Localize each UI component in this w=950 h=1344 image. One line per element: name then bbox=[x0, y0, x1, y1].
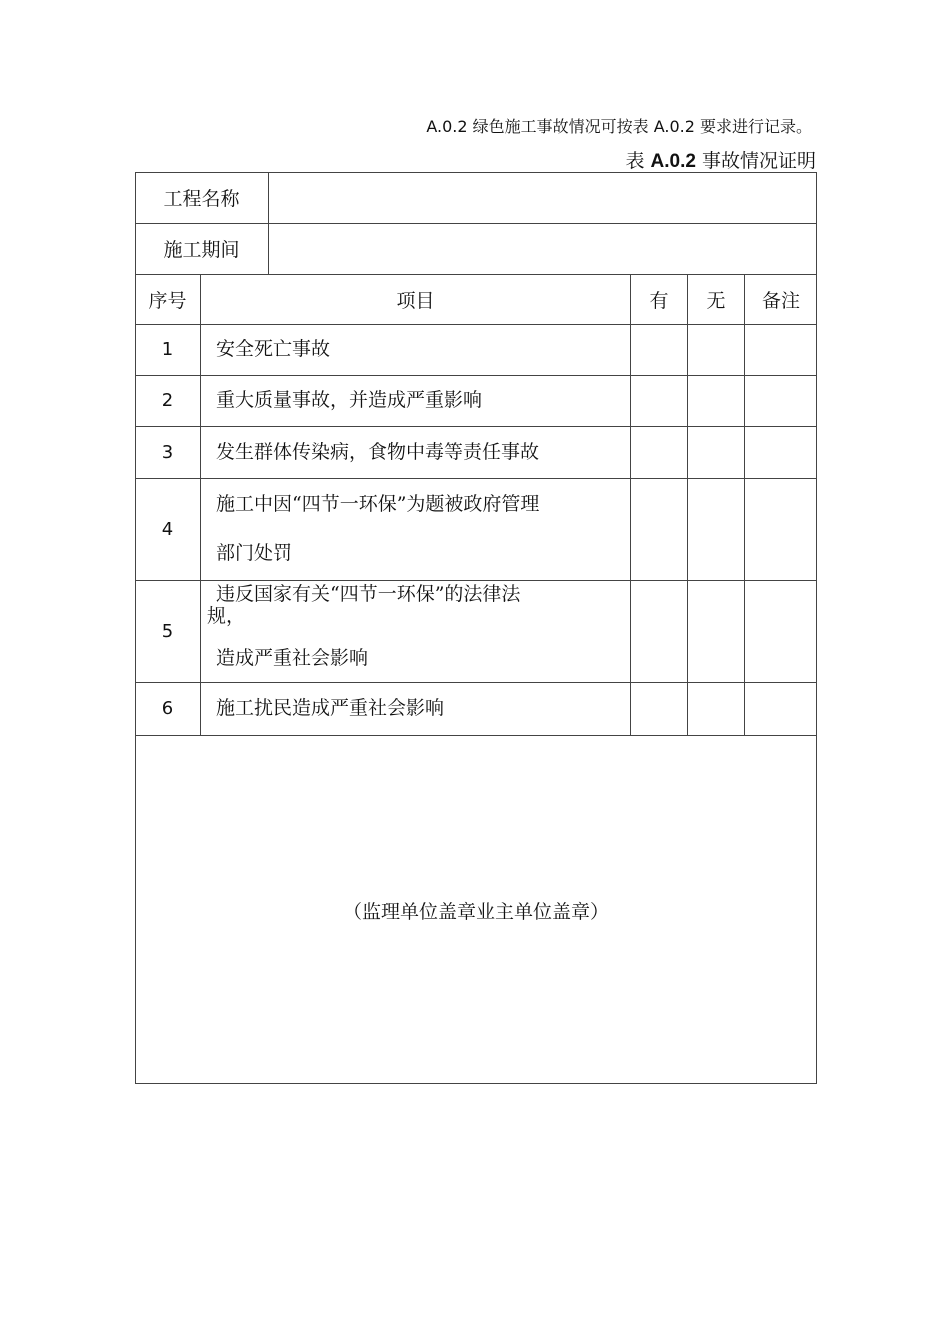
row-seq: 4 bbox=[161, 518, 174, 540]
row-item-line: 施工中因“四节一环保”为题被政府管理 bbox=[216, 493, 540, 516]
construction-period-field[interactable] bbox=[269, 223, 817, 274]
stamp-text: （监理单位盖章业主单位盖章） bbox=[342, 900, 609, 923]
header-yes: 有 bbox=[649, 289, 669, 312]
intro-text: A.0.2 绿色施工事故情况可按表 A.0.2 要求进行记录。 bbox=[426, 117, 812, 136]
row-item: 施工扰民造成严重社会影响 bbox=[216, 697, 445, 720]
row-seq: 2 bbox=[161, 390, 174, 411]
row-item-line: 部门处罚 bbox=[216, 542, 293, 564]
row-item-line: 规， bbox=[207, 604, 246, 627]
header-item: 项目 bbox=[396, 289, 435, 312]
caption-title: 事故情况证明 bbox=[695, 150, 816, 172]
row-item bbox=[201, 478, 630, 580]
row-item bbox=[201, 580, 630, 682]
header-remark: 备注 bbox=[761, 289, 800, 312]
row-item: 发生群体传染病，食物中毒等责任事故 bbox=[216, 440, 540, 463]
row-seq: 5 bbox=[161, 620, 174, 642]
stamp-area bbox=[135, 736, 817, 1084]
header-seq: 序号 bbox=[148, 289, 187, 312]
row-item: 安全死亡事故 bbox=[216, 338, 331, 361]
row-item-line: 违反国家有关“四节一环保”的法律法 bbox=[216, 583, 521, 605]
project-name-field[interactable] bbox=[269, 172, 817, 223]
row-seq: 1 bbox=[161, 339, 174, 360]
row-seq: 6 bbox=[161, 698, 174, 719]
row-item: 重大质量事故，并造成严重影响 bbox=[216, 389, 483, 412]
row-seq: 3 bbox=[161, 441, 174, 463]
rule bbox=[630, 274, 631, 735]
header-no: 无 bbox=[706, 289, 726, 312]
rule bbox=[687, 274, 688, 735]
table-caption bbox=[625, 146, 816, 173]
caption-prefix: 表 bbox=[625, 150, 651, 172]
project-name-label: 工程名称 bbox=[163, 188, 240, 210]
row-item-line: 造成严重社会影响 bbox=[216, 646, 369, 669]
rule bbox=[744, 274, 745, 735]
construction-period-label: 施工期间 bbox=[163, 239, 240, 261]
caption-code: A.0.2 bbox=[650, 151, 696, 172]
